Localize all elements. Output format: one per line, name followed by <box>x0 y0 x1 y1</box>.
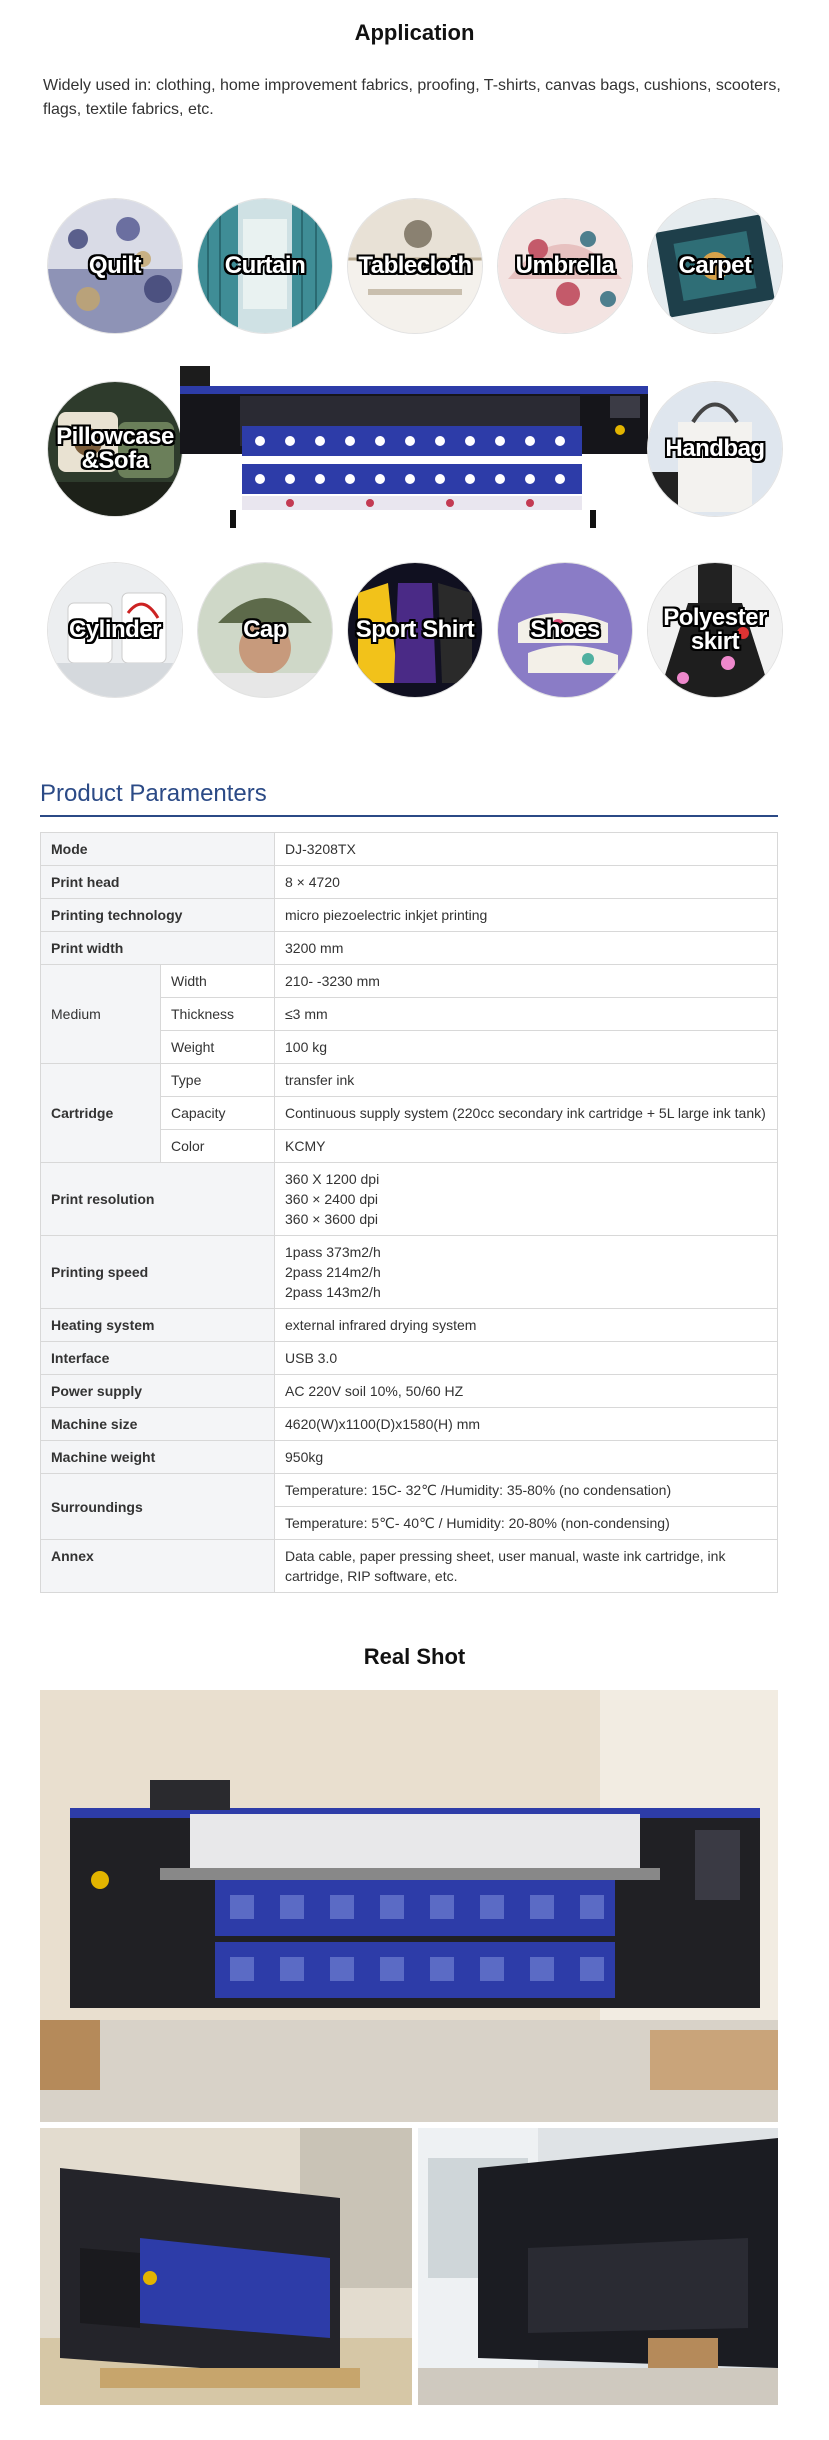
table-row <box>41 1375 778 1408</box>
param-sublabel: Width <box>161 965 275 998</box>
application-label: Pillowcase &Sofa <box>56 423 174 474</box>
param-value-line: 2pass 143m2/h <box>285 1284 381 1300</box>
table-row <box>41 965 778 998</box>
table-row <box>41 1064 778 1097</box>
param-value: 4620(W)x1100(D)x1580(H) mm <box>275 1408 778 1441</box>
param-value: 8 × 4720 <box>275 866 778 899</box>
application-pillowcase-sofa <box>48 382 182 516</box>
param-label: Heating system <box>41 1309 275 1342</box>
param-value-line: 360 × 3600 dpi <box>285 1211 379 1227</box>
param-value: 950kg <box>275 1441 778 1474</box>
application-shoes <box>498 563 632 697</box>
table-row <box>41 833 778 866</box>
param-group-label: Cartridge <box>41 1064 161 1163</box>
application-label: Cylinder <box>68 616 162 643</box>
params-title: Product Paramenters <box>40 780 267 807</box>
param-value-line: 2pass 214m2/h <box>285 1264 381 1280</box>
printer-side-photo-icon <box>40 2128 412 2405</box>
param-label: Machine size <box>41 1408 275 1441</box>
param-value: transfer ink <box>275 1064 778 1097</box>
application-label: Cap <box>243 616 287 643</box>
printer-illustration <box>180 366 648 530</box>
param-label: Print resolution <box>41 1163 275 1236</box>
application-label: Polyester skirt <box>663 604 767 655</box>
param-value: external infrared drying system <box>275 1309 778 1342</box>
table-row <box>41 866 778 899</box>
printer-front-photo-icon <box>40 1690 778 2122</box>
param-sublabel: Color <box>161 1130 275 1163</box>
application-label: Handbag <box>665 435 765 462</box>
real-shot-photo-front <box>40 1690 778 2122</box>
param-value: Temperature: 15C- 32℃ /Humidity: 35-80% (no condensation) <box>275 1474 778 1507</box>
application-handbag <box>648 382 782 516</box>
table-row <box>41 1540 778 1593</box>
application-label: Tablecloth <box>358 252 472 279</box>
application-label: Curtain <box>224 252 306 279</box>
application-label: Sport Shirt <box>355 616 475 643</box>
table-row <box>41 899 778 932</box>
param-label: Print width <box>41 932 275 965</box>
param-label: Power supply <box>41 1375 275 1408</box>
table-row <box>41 1309 778 1342</box>
printer-back-photo-icon <box>418 2128 778 2405</box>
param-value: USB 3.0 <box>275 1342 778 1375</box>
param-value: micro piezoelectric inkjet printing <box>275 899 778 932</box>
application-cylinder <box>48 563 182 697</box>
param-value: 3200 mm <box>275 932 778 965</box>
param-value: ≤3 mm <box>275 998 778 1031</box>
param-value: Data cable, paper pressing sheet, user manual, waste ink cartridge, ink cartridge, RIP software, etc. <box>275 1540 778 1593</box>
application-cap <box>198 563 332 697</box>
real-shot-photo-side <box>40 2128 412 2405</box>
param-label: Surroundings <box>41 1474 275 1540</box>
params-table <box>40 832 778 1593</box>
param-label: Printing speed <box>41 1236 275 1309</box>
param-sublabel: Thickness <box>161 998 275 1031</box>
param-sublabel: Type <box>161 1064 275 1097</box>
application-polyester-skirt <box>648 563 782 697</box>
param-value: 210- -3230 mm <box>275 965 778 998</box>
param-group-label: Medium <box>41 965 161 1064</box>
param-value <box>275 1236 778 1309</box>
params-divider <box>40 815 778 817</box>
param-label: Machine weight <box>41 1441 275 1474</box>
application-curtain <box>198 199 332 333</box>
param-label: Mode <box>41 833 275 866</box>
param-value-line: 1pass 373m2/h <box>285 1244 381 1260</box>
application-sport-shirt <box>348 563 482 697</box>
table-row <box>41 1163 778 1236</box>
application-label: Quilt <box>88 252 142 279</box>
param-label: Print head <box>41 866 275 899</box>
application-label: Carpet <box>678 252 752 279</box>
real-shot-photo-back <box>418 2128 778 2405</box>
application-tablecloth <box>348 199 482 333</box>
param-value: DJ-3208TX <box>275 833 778 866</box>
param-value: 100 kg <box>275 1031 778 1064</box>
table-row <box>41 1441 778 1474</box>
param-value-line: 360 X 1200 dpi <box>285 1171 380 1187</box>
param-value <box>275 1163 778 1236</box>
param-sublabel: Capacity <box>161 1097 275 1130</box>
table-row <box>41 1474 778 1507</box>
application-intro: Widely used in: clothing, home improvement fabrics, proofing, T-shirts, canvas bags, cushions, scooters, flags, textile fabrics, etc. <box>43 77 781 118</box>
param-value: KCMY <box>275 1130 778 1163</box>
param-value: Continuous supply system (220cc secondary ink cartridge + 5L large ink tank) <box>275 1097 778 1130</box>
table-row <box>41 932 778 965</box>
real-shot-title: Real Shot <box>363 1644 466 1669</box>
param-value-line: 360 × 2400 dpi <box>285 1191 379 1207</box>
application-label: Umbrella <box>515 252 615 279</box>
application-carpet <box>648 199 782 333</box>
application-umbrella <box>498 199 632 333</box>
param-value: AC 220V soil 10%, 50/60 HZ <box>275 1375 778 1408</box>
table-row <box>41 1408 778 1441</box>
table-row <box>41 1236 778 1309</box>
application-label: Shoes <box>530 616 600 643</box>
application-title: Application <box>354 20 475 45</box>
application-quilt <box>48 199 182 333</box>
param-value: Temperature: 5℃- 40℃ / Humidity: 20-80% (non-condensing) <box>275 1507 778 1540</box>
param-sublabel: Weight <box>161 1031 275 1064</box>
table-row <box>41 1342 778 1375</box>
param-label: Interface <box>41 1342 275 1375</box>
param-label: Annex <box>41 1540 275 1593</box>
param-label: Printing technology <box>41 899 275 932</box>
